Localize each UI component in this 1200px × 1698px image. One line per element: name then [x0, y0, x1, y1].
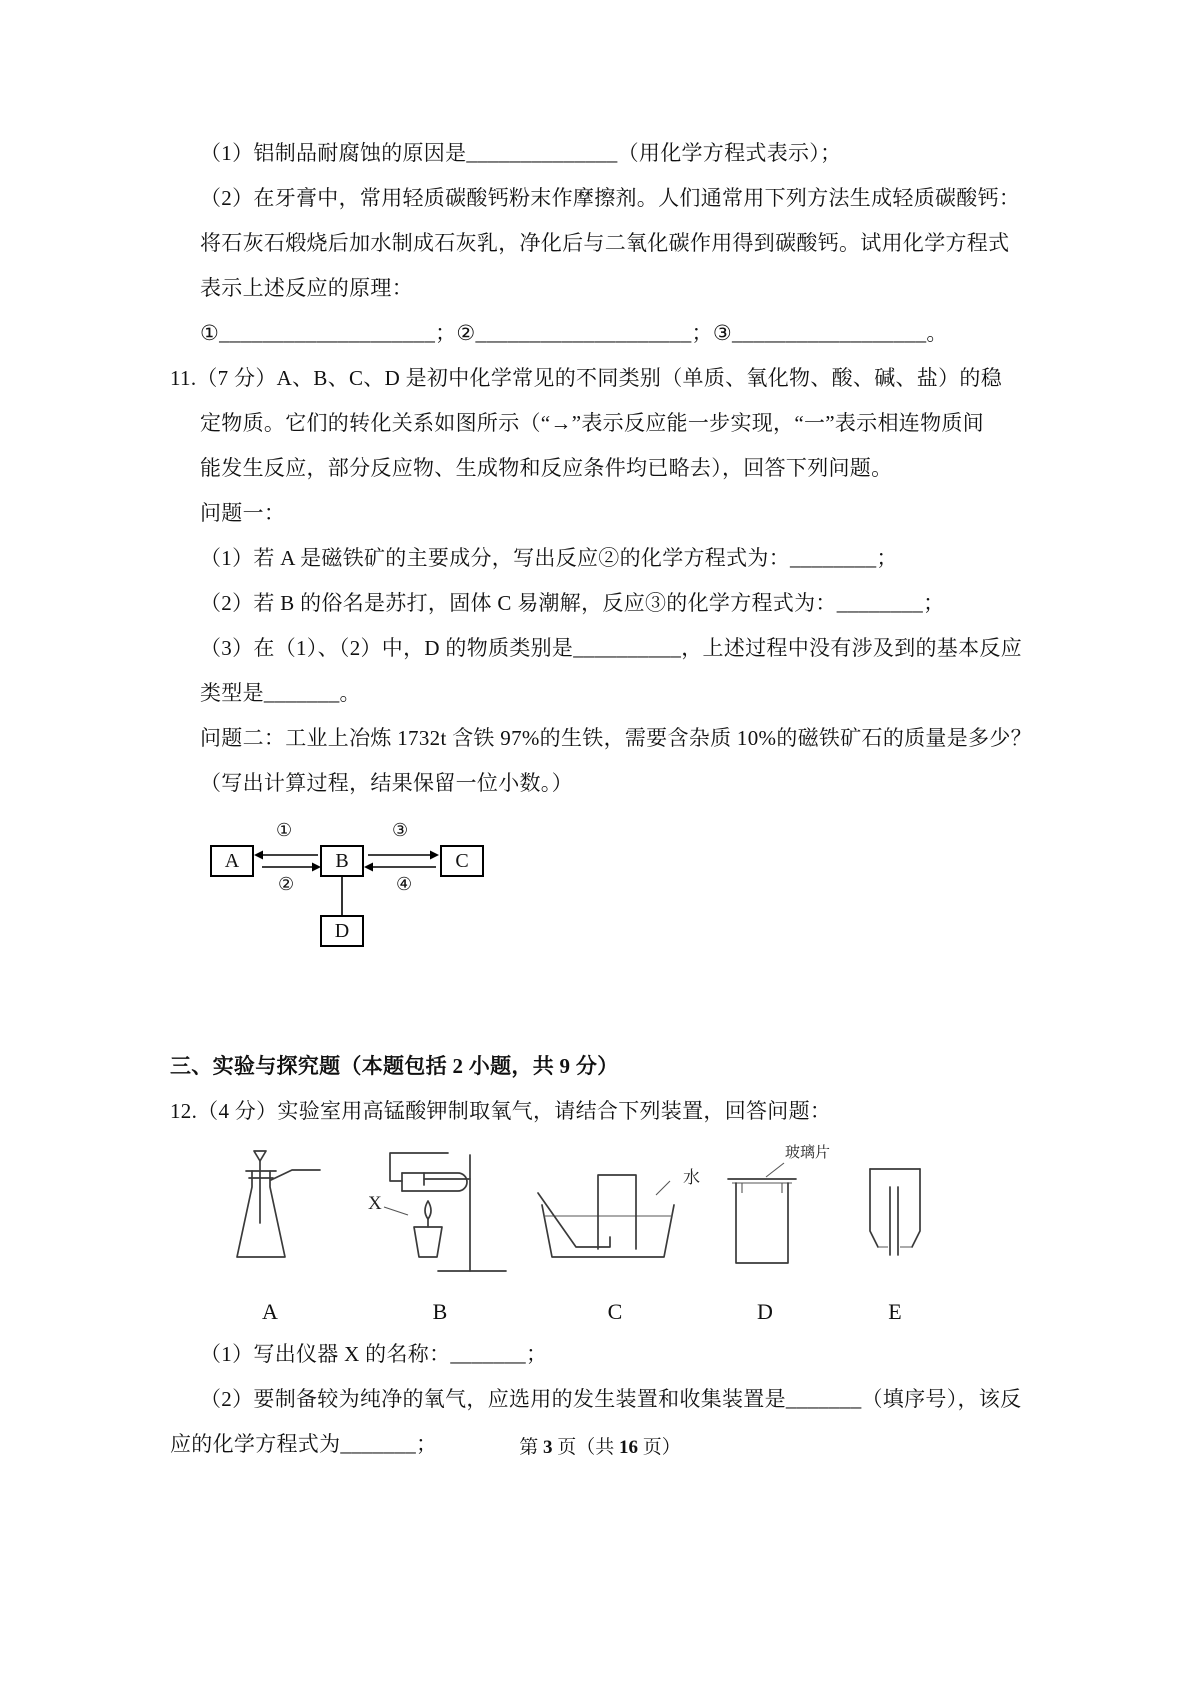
apparatus-e-inverted-bottle	[830, 1143, 960, 1293]
q10-line-1: （1）铝制品耐腐蚀的原因是______________（用化学方程式表示）；	[200, 141, 842, 165]
diagram-box-c: C	[440, 845, 484, 877]
reaction-label-2: ②	[278, 874, 295, 894]
q11-line-10: （写出计算过程，结果保留一位小数。）	[200, 771, 573, 795]
apparatus-d-gas-bottle	[700, 1143, 830, 1293]
apparatus-b-heating	[350, 1143, 530, 1293]
q11-line-9: 问题二：工业上冶炼 1732t 含铁 97%的生铁，需要含杂质 10%的磁铁矿石的质量是多少？	[200, 726, 1032, 750]
apparatus-a-flask	[190, 1143, 350, 1293]
gas-bottle-icon	[700, 1143, 830, 1293]
q11-line-1: 11.（7 分）A、B、C、D 是初中化学常见的不同类别（单质、氧化物、酸、碱、盐）的稳	[170, 366, 1003, 390]
page-footer	[0, 1432, 1200, 1459]
q11-line-6: （2）若 B 的俗名是苏打，固体 C 易潮解，反应③的化学方程式为：________；	[200, 591, 945, 615]
apparatus-label-d: D	[757, 1299, 773, 1324]
inverted-bottle-icon	[830, 1143, 960, 1293]
q11-line-2: 定物质。它们的转化关系如图所示（“→”表示反应能一步实现，“一”表示相连物质间	[200, 411, 984, 435]
footer-suffix: 页）	[638, 1437, 681, 1458]
apparatus-label-e: E	[888, 1299, 902, 1324]
diagram-box-b: B	[320, 845, 364, 877]
heating-apparatus-icon	[350, 1143, 530, 1293]
apparatus-label-row	[190, 1299, 1030, 1325]
flask-apparatus-icon	[190, 1143, 350, 1293]
reaction-label-1: ①	[276, 820, 293, 840]
q11-line-4: 问题一：	[200, 501, 286, 525]
footer-page-number: 3	[542, 1437, 553, 1458]
q10-line-5-blanks: ①____________________；②____________________；③__________________。	[200, 321, 948, 345]
q12-apparatus-row	[190, 1143, 1030, 1293]
q11-line-5: （1）若 A 是磁铁矿的主要成分，写出反应②的化学方程式为：________；	[200, 546, 898, 570]
apparatus-x-label: X	[368, 1193, 382, 1214]
q11-line-7: （3）在（1）、（2）中，D 的物质类别是__________，上述过程中没有涉及到的基本反应	[200, 636, 1023, 660]
reaction-label-4: ④	[396, 874, 413, 894]
q12-line-4: 应的化学方程式为_______；	[170, 1432, 438, 1456]
q12-line-3: （2）要制备较为纯净的氧气，应选用的发生装置和收集装置是_______（填序号），该反	[200, 1387, 1022, 1411]
footer-mid: 页（共	[552, 1437, 619, 1458]
q10-line-4: 表示上述反应的原理：	[200, 276, 413, 300]
q11-line-8: 类型是_______。	[200, 681, 361, 705]
diagram-box-a: A	[210, 845, 254, 877]
q12-line-2: （1）写出仪器 X 的名称：_______；	[200, 1342, 548, 1366]
footer-prefix: 第	[519, 1437, 543, 1458]
q11-transformation-diagram	[200, 815, 540, 965]
reaction-label-3: ③	[392, 820, 409, 840]
section-3-title: 三、实验与探究题（本题包括 2 小题，共 9 分）	[170, 1054, 619, 1078]
q10-line-3: 将石灰石煅烧后加水制成石灰乳，净化后与二氧化碳作用得到碳酸钙。试用化学方程式	[200, 231, 1010, 255]
diagram-box-d: D	[320, 915, 364, 947]
apparatus-label-b: B	[432, 1299, 448, 1324]
apparatus-c-water-collection	[530, 1143, 700, 1293]
apparatus-label-c: C	[607, 1299, 623, 1324]
apparatus-label-a: A	[262, 1299, 278, 1324]
transformation-arrows-icon	[200, 815, 540, 965]
water-label: 水	[683, 1168, 700, 1187]
footer-total-pages: 16	[619, 1437, 638, 1458]
glass-plate-label: 玻璃片	[784, 1145, 830, 1161]
water-trough-icon	[530, 1143, 700, 1293]
q12-line-1: 12.（4 分）实验室用高锰酸钾制取氧气，请结合下列装置，回答问题：	[170, 1099, 832, 1123]
q10-line-2: （2）在牙膏中，常用轻质碳酸钙粉末作摩擦剂。人们通常用下列方法生成轻质碳酸钙：	[200, 186, 1021, 210]
q11-line-3: 能发生反应，部分反应物、生成物和反应条件均已略去），回答下列问题。	[200, 456, 893, 480]
